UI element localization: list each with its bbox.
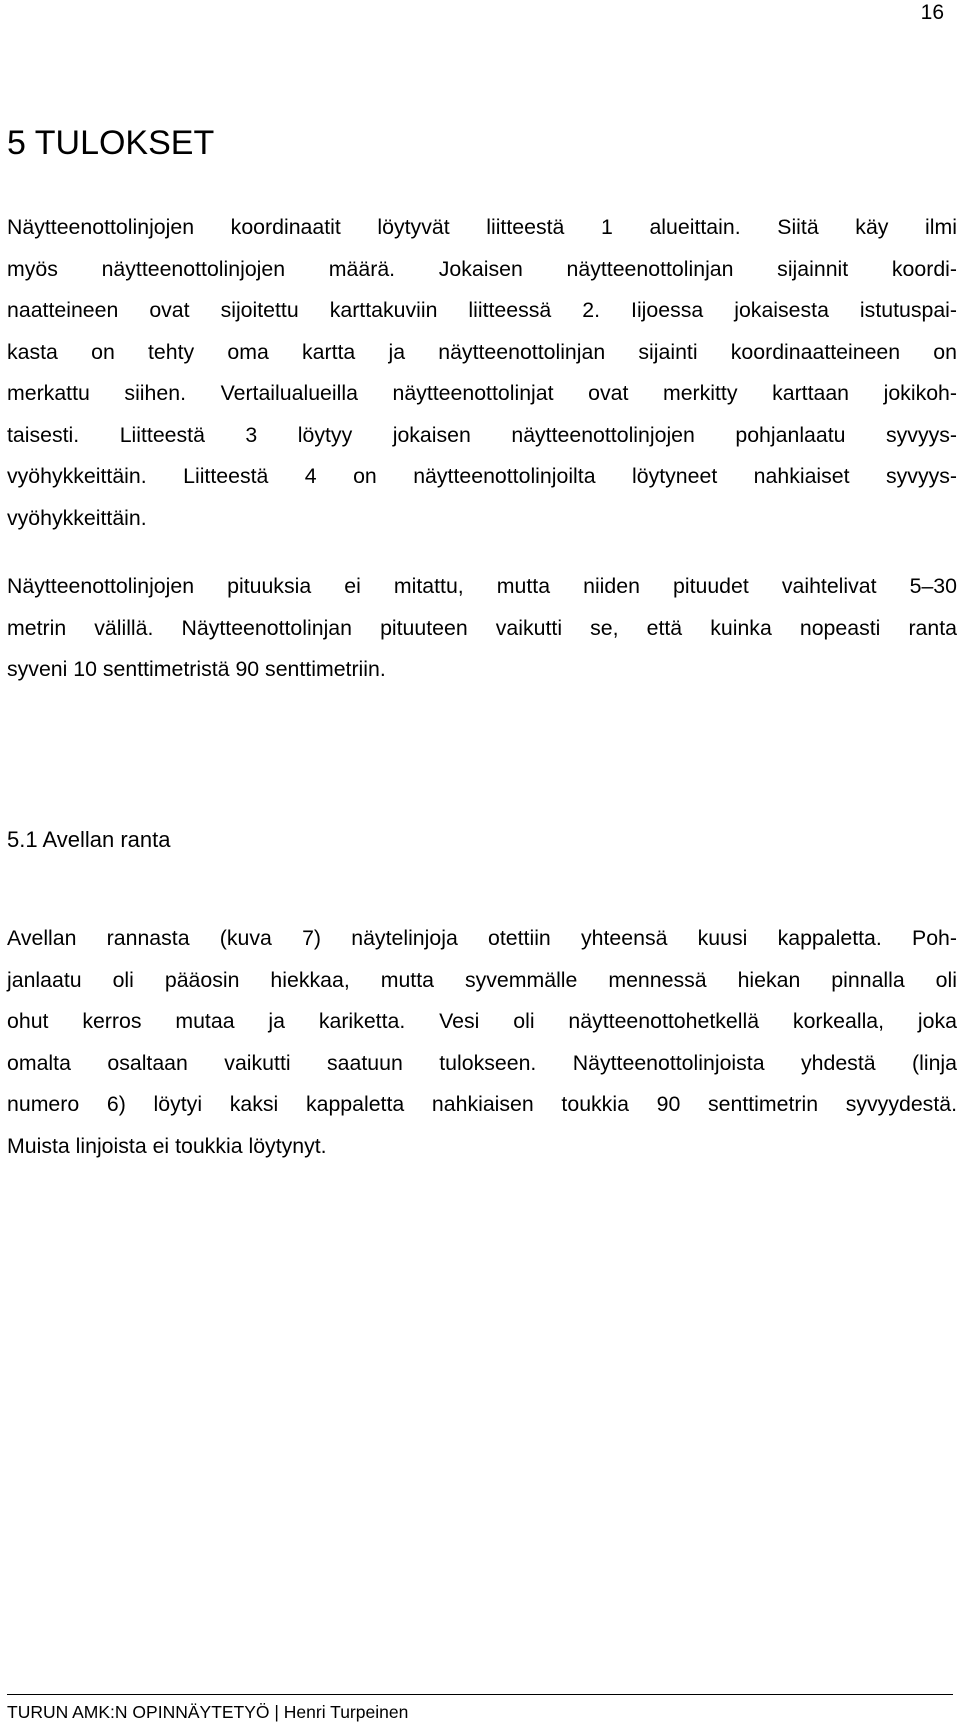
- text-line: metrin välillä. Näytteenottolinjan pituuteen vaikutti se, että kuinka nopeasti ranta: [7, 615, 957, 640]
- page-footer: TURUN AMK:N OPINNÄYTETYÖ | Henri Turpeinen: [7, 1702, 409, 1722]
- page-number: 16: [920, 1, 944, 24]
- paragraph-lengths: [7, 566, 957, 691]
- text-line: numero 6) löytyi kaksi kappaletta nahkiaisen toukkia 90 senttimetrin syvyydestä.: [7, 1092, 957, 1116]
- text-line: ohut kerros mutaa ja kariketta. Vesi oli näytteenottohetkellä korkealla, joka: [7, 1009, 957, 1033]
- text-line: janlaatu oli pääosin hiekkaa, mutta syvemmälle mennessä hiekan pinnalla oli: [7, 967, 957, 992]
- text-line: Näytteenottolinjojen pituuksia ei mitattu, mutta niiden pituudet vaihtelivat 5–30: [7, 574, 957, 598]
- text-line: taisesti. Liitteestä 3 löytyy jokaisen näytteenottolinjojen pohjanlaatu syvyys-: [7, 422, 957, 447]
- text-line: myös näytteenottolinjojen määrä. Jokaisen näytteenottolinjan sijainnit koordi-: [7, 256, 957, 281]
- text-line: naatteineen ovat sijoitettu karttakuviin liitteessä 2. Iijoessa jokaisesta istutuspai-: [7, 298, 957, 322]
- text-line: vyöhykkeittäin.: [7, 505, 147, 530]
- footer-divider: [7, 1694, 953, 1695]
- text-line: Avellan rannasta (kuva 7) näytelinjoja otettiin yhteensä kuusi kappaletta. Poh-: [7, 926, 957, 950]
- text-line: merkattu siihen. Vertailualueilla näytteenottolinjat ovat merkitty karttaan jokikoh-: [7, 381, 957, 405]
- paragraph-avellan: [7, 918, 957, 1167]
- paragraph-intro: [7, 207, 957, 539]
- subsection-heading: 5.1 Avellan ranta: [7, 827, 171, 852]
- text-line: Muista linjoista ei toukkia löytynyt.: [7, 1133, 327, 1158]
- text-line: kasta on tehty oma kartta ja näytteenottolinjan sijainti koordinaatteineen on: [7, 339, 957, 364]
- text-line: omalta osaltaan vaikutti saatuun tulokseen. Näytteenottolinjoista yhdestä (linja: [7, 1050, 957, 1075]
- text-line: vyöhykkeittäin. Liitteestä 4 on näytteenottolinjoilta löytyneet nahkiaiset syvyys-: [7, 464, 957, 488]
- text-line: syveni 10 senttimetristä 90 senttimetriin.: [7, 657, 386, 681]
- text-line: Näytteenottolinjojen koordinaatit löytyvät liitteestä 1 alueittain. Siitä käy ilmi: [7, 215, 957, 239]
- section-heading: 5 TULOKSET: [7, 124, 215, 162]
